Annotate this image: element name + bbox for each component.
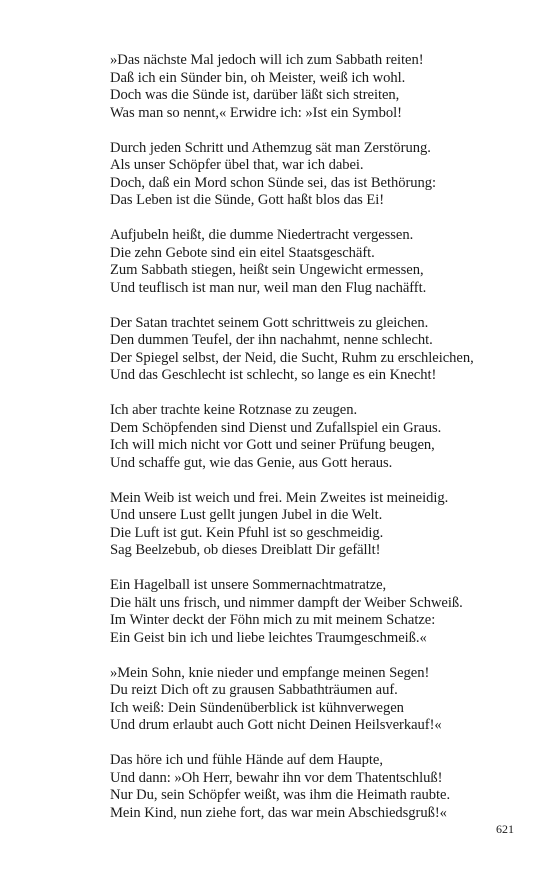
verse-line: Und drum erlaubt auch Gott nicht Deinen Heilsverkauf!« (110, 717, 442, 733)
verse-line: Durch jeden Schritt und Athemzug sät man Zerstörung. (110, 139, 431, 156)
verse-line: Das Leben ist die Sünde, Gott haßt blos das Ei! (110, 192, 385, 208)
verse-line: Als unser Schöpfer übel that, war ich dabei. (110, 157, 364, 173)
verse-line: Der Satan trachtet seinem Gott schrittweis zu gleichen. (110, 314, 429, 331)
verse-line: Zum Sabbath stiegen, heißt sein Ungewicht ermessen, (110, 262, 424, 278)
verse-line: Nur Du, sein Schöpfer weißt, was ihm die Heimath raubte. (110, 787, 451, 803)
verse-line: Und schaffe gut, wie das Genie, aus Gott heraus. (110, 454, 393, 471)
verse-line: Den dummen Teufel, der ihn nachahmt, nenne schlecht. (110, 332, 433, 348)
stanza-7 (110, 577, 530, 647)
stanza-5 (110, 402, 530, 472)
stanza-4 (110, 315, 530, 385)
verse-line: Der Spiegel selbst, der Neid, die Sucht, Ruhm zu erschleichen, (110, 349, 474, 366)
verse-line: Mein Weib ist weich und frei. Mein Zweites ist meineidig. (110, 489, 449, 506)
stanza-3 (110, 227, 530, 297)
verse-line: Du reizt Dich oft zu grausen Sabbathträumen auf. (110, 682, 398, 698)
stanza-6 (110, 490, 530, 560)
verse-line: Dem Schöpfenden sind Dienst und Zufallspiel ein Graus. (110, 419, 442, 436)
verse-line: Doch, daß ein Mord schon Sünde sei, das ist Bethörung: (110, 174, 437, 191)
verse-line: Ein Geist bin ich und liebe leichtes Traumgeschmeiß.« (110, 629, 427, 646)
verse-line: Die Luft ist gut. Kein Pfuhl ist so geschmeidig. (110, 524, 384, 541)
verse-line: Daß ich ein Sünder bin, oh Meister, weiß ich wohl. (110, 69, 406, 86)
verse-line: Ich weiß: Dein Sündenüberblick ist kühnverwegen (110, 699, 404, 716)
verse-line: Die hält uns frisch, und nimmer dampft der Weiber Schweiß. (110, 594, 463, 611)
verse-line: Ein Hagelball ist unsere Sommernachtmatratze, (110, 577, 387, 593)
verse-line: Aufjubeln heißt, die dumme Niedertracht vergessen. (110, 227, 414, 243)
stanza-9 (110, 752, 530, 822)
verse-line: Und dann: »Oh Herr, bewahr ihn vor dem Thatentschluß! (110, 769, 443, 786)
verse-line: »Das nächste Mal jedoch will ich zum Sabbath reiten! (110, 52, 424, 68)
stanza-1 (110, 52, 530, 122)
verse-line: Ich aber trachte keine Rotznase zu zeugen. (110, 402, 358, 418)
poem-body (110, 52, 530, 840)
verse-line: Und das Geschlecht ist schlecht, so lange es ein Knecht! (110, 367, 437, 383)
verse-line: Was man so nennt,« Erwidre ich: »Ist ein Symbol! (110, 104, 402, 121)
page-number: 621 (496, 822, 514, 836)
verse-line: Mein Kind, nun ziehe fort, das war mein Abschiedsgruß!« (110, 804, 447, 821)
verse-line: Ich will mich nicht vor Gott und seiner Prüfung beugen, (110, 437, 435, 453)
verse-line: Sag Beelzebub, ob dieses Dreiblatt Dir gefällt! (110, 542, 381, 558)
verse-line: Doch was die Sünde ist, darüber läßt sich streiten, (110, 87, 400, 103)
verse-line: Die zehn Gebote sind ein eitel Staatsgeschäft. (110, 244, 375, 261)
stanza-8 (110, 665, 530, 735)
verse-line: Und unsere Lust gellt jungen Jubel in die Welt. (110, 507, 383, 523)
verse-line: Im Winter deckt der Föhn mich zu mit meinem Schatze: (110, 612, 436, 628)
verse-line: Und teuflisch ist man nur, weil man den Flug nachäfft. (110, 279, 427, 296)
stanza-2 (110, 140, 530, 210)
verse-line: »Mein Sohn, knie nieder und empfange meinen Segen! (110, 664, 430, 681)
verse-line: Das höre ich und fühle Hände auf dem Haupte, (110, 752, 383, 768)
